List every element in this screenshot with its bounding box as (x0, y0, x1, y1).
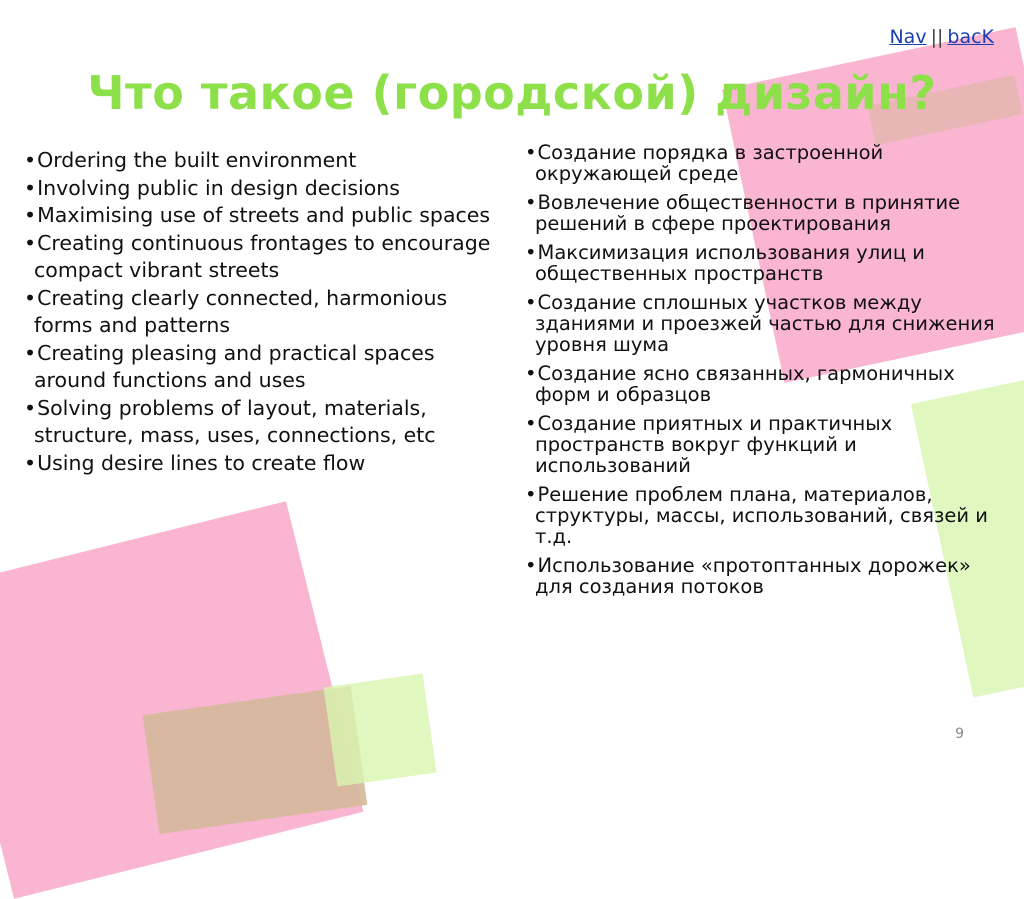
russian-bullet-list (523, 142, 998, 605)
nav-separator: || (930, 26, 944, 48)
nav-link[interactable]: Nav (889, 26, 927, 48)
list-item: • Создание сплошных участков между зданиями и проезжей частью для снижения уровня шума (523, 292, 998, 355)
list-item: • Использование «протоптанных дорожек» для создания потоков (523, 555, 998, 597)
list-item: • Вовлечение общественности в принятие решений в сфере проектирования (523, 192, 998, 234)
list-item: • Создание ясно связанных, гармоничных форм и образцов (523, 363, 998, 405)
list-item: • Максимизация использования улиц и общественных пространств (523, 242, 998, 284)
back-link[interactable]: bacK (947, 26, 994, 48)
list-item: • Using desire lines to create flow (22, 450, 492, 478)
list-item: • Maximising use of streets and public spaces (22, 202, 492, 230)
list-item: • Creating pleasing and practical spaces around functions and uses (22, 340, 492, 395)
list-item: • Создание порядка в застроенной окружающей среде (523, 142, 998, 184)
english-bullet-list (22, 147, 492, 477)
list-item: • Involving public in design decisions (22, 175, 492, 203)
slide-title: Что такое (городской) дизайн? (87, 66, 937, 120)
page-number: 9 (955, 726, 964, 742)
list-item: • Creating continuous frontages to encourage compact vibrant streets (22, 230, 492, 285)
nav-links (889, 26, 994, 48)
list-item: • Solving problems of layout, materials, structure, mass, uses, connections, etc (22, 395, 492, 450)
list-item: • Creating clearly connected, harmonious forms and patterns (22, 285, 492, 340)
list-item: • Ordering the built environment (22, 147, 492, 175)
list-item: • Создание приятных и практичных пространств вокруг функций и использований (523, 413, 998, 476)
list-item: • Решение проблем плана, материалов, структуры, массы, использований, связей и т.д. (523, 484, 998, 547)
green-square-bottom (324, 674, 437, 787)
